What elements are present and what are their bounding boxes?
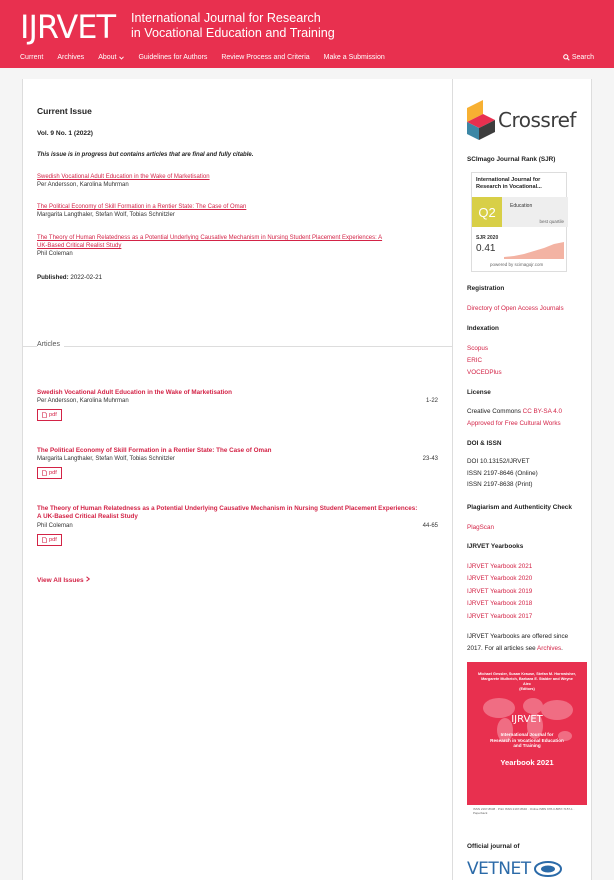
page-title: Current Issue <box>37 106 92 116</box>
yearbook-link-2019[interactable]: IJRVET Yearbook 2019 <box>467 588 533 595</box>
article-summary <box>37 389 438 421</box>
published-label: Published: <box>37 274 69 281</box>
article-title-link[interactable]: The Political Economy of Skill Formation in a Rentier State: The Case of Oman <box>37 447 272 454</box>
yearbook-authors <box>477 672 577 692</box>
sjr-heading: SCImago Journal Rank (SJR) <box>467 156 556 163</box>
vetnet-wordmark: VETNET <box>467 859 531 879</box>
toc-item <box>37 173 210 189</box>
nav-current[interactable]: Current <box>20 54 44 61</box>
issn-print-line: ISSN 2197-8638 (Print) <box>467 481 533 488</box>
sjr-title-line1: International Journal for <box>476 177 541 183</box>
yearbook-link-2021[interactable]: IJRVET Yearbook 2021 <box>467 563 533 570</box>
yearbook-link-2017[interactable]: IJRVET Yearbook 2017 <box>467 613 533 620</box>
yearbook-editors: (Editors) <box>519 687 535 691</box>
yearbooks-note-text: 2017. For all articles see <box>467 644 536 652</box>
indexation-heading: Indexation <box>467 325 499 332</box>
nav-make-submission[interactable]: Make a Submission <box>323 54 385 61</box>
articles-heading: Articles <box>37 341 64 348</box>
eric-link[interactable]: ERIC <box>467 357 483 364</box>
nav-review-process[interactable]: Review Process and Criteria <box>221 54 310 61</box>
license-label: Creative Commons <box>467 408 521 415</box>
yearbooks-note <box>467 631 568 654</box>
article-title-link[interactable]: Swedish Vocational Adult Education in the Wake of Marketisation <box>37 389 232 396</box>
pdf-label: pdf <box>49 470 57 477</box>
article-authors: Per Andersson, Karolina Muhrman <box>37 398 129 405</box>
yearbook-link-2020[interactable]: IJRVET Yearbook 2020 <box>467 575 533 582</box>
registration-heading: Registration <box>467 285 505 292</box>
doaj-link[interactable]: Directory of Open Access Journals <box>467 305 564 312</box>
chevron-down-icon <box>119 56 124 60</box>
sjr-value: 0.41 <box>476 243 496 254</box>
file-pdf-icon <box>42 412 47 418</box>
file-pdf-icon <box>42 470 47 476</box>
yearbook-cover[interactable] <box>467 662 587 822</box>
article-title-line1: The Theory of Human Relatedness as a Potential Underlying Causative Mechanism in Nursing Student Placement Experiences: <box>37 505 418 512</box>
article-pages: 44-65 <box>422 522 438 529</box>
toc-authors: Phil Coleman <box>37 251 73 257</box>
yearbook-isbn: ISSN 2197-8638 · Print ISSN 2197-8646 · Online ISBN 978-3-8657-7157-1 · Paperback <box>473 807 575 815</box>
pdf-button[interactable] <box>37 467 62 479</box>
article-meta <box>37 522 438 531</box>
yearbooks-note-line2: 2017. For all articles see Archives. <box>467 644 563 652</box>
toc-authors: Per Andersson, Karolina Muhrman <box>37 182 129 188</box>
site-logo[interactable]: IJRVET <box>20 8 116 46</box>
toc-title-line1: The Theory of Human Relatedness as a Potential Underlying Causative Mechanism in Nursing Student Placement Experiences: A <box>37 235 383 241</box>
doi-issn-heading: DOI & ISSN <box>467 440 502 447</box>
nav-archives[interactable]: Archives <box>57 54 85 61</box>
official-journal-heading: Official journal of <box>467 843 520 850</box>
plagscan-link[interactable]: PlagScan <box>467 524 494 531</box>
toc-item <box>37 234 382 258</box>
crossref-mark-icon <box>467 100 495 140</box>
archives-link[interactable]: Archives <box>537 644 562 652</box>
yearbook-year: Yearbook 2021 <box>500 758 554 767</box>
vocedplus-link[interactable]: VOCEDPlus <box>467 369 502 376</box>
article-authors: Phil Coleman <box>37 522 73 529</box>
published-value: 2022-02-21 <box>70 274 103 281</box>
search-label: Search <box>571 54 594 61</box>
published-date <box>37 274 102 281</box>
sjr-category: Education <box>510 203 533 209</box>
toc-item <box>37 203 246 219</box>
sjr-quartile: Q2 <box>472 197 502 227</box>
pdf-label: pdf <box>49 412 57 419</box>
issue-volume: Vol. 9 No. 1 (2022) <box>37 130 93 137</box>
toc-title-link[interactable]: The Political Economy of Skill Formation in a Rentier State: The Case of Oman <box>37 204 247 210</box>
sjr-best-quartile: best quartile <box>539 219 564 224</box>
content-panel <box>22 79 592 880</box>
view-all-label: View All Issues <box>37 577 84 584</box>
yearbook-subtitle-line1: International Journal for <box>500 732 554 737</box>
sjr-year-label: SJR 2020 <box>476 235 499 241</box>
toc-authors: Margarita Langthaler, Stefan Wolf, Tobias Schnitzler <box>37 212 175 218</box>
nav-about[interactable] <box>98 54 124 61</box>
search-link[interactable] <box>563 54 594 61</box>
chevron-right-icon <box>85 576 91 582</box>
issue-notice: This issue is in progress but contains articles that are final and fully citable. <box>37 152 254 158</box>
article-meta <box>37 397 438 406</box>
sjr-journal-title <box>476 177 542 191</box>
yearbooks-note-line1: IJRVET Yearbooks are offered since <box>467 633 569 640</box>
doi-line: DOI 10.13152/IJRVET <box>467 458 530 465</box>
license-text <box>467 406 562 429</box>
sjr-title-line2: Research in Vocational... <box>476 184 542 190</box>
section-divider <box>23 346 453 347</box>
article-title-line2: A UK-Based Critical Realist Study <box>37 513 138 521</box>
toc-title-line2: UK-Based Critical Realist Study <box>37 243 122 249</box>
doi-issn-text <box>467 456 538 491</box>
yearbook-footer <box>467 805 587 822</box>
issn-online-line: ISSN 2197-8646 (Online) <box>467 469 538 477</box>
article-authors: Margarita Langthaler, Stefan Wolf, Tobias Schnitzler <box>37 456 175 463</box>
article-meta <box>37 455 438 464</box>
site-header <box>0 0 614 68</box>
cc-license-link[interactable]: CC BY-SA 4.0 <box>522 408 562 415</box>
search-icon <box>563 54 570 61</box>
sjr-category-box <box>502 197 568 227</box>
plagiarism-heading: Plagiarism and Authenticity Check <box>467 504 572 511</box>
nav-about-label: About <box>98 54 117 61</box>
yearbook-subtitle <box>467 732 587 749</box>
article-pages: 23-43 <box>422 456 438 463</box>
yearbook-authors-text: Michael Gessler, Susan Krause, Stefan M. Hornwisher, Margarete Mulheich, Barbara E. Stalder and Weyne Aiec <box>478 672 576 686</box>
view-all-issues-link[interactable] <box>37 576 91 584</box>
toc-title-link[interactable] <box>37 234 382 250</box>
article-title-link[interactable] <box>37 505 438 522</box>
column-divider <box>452 79 453 880</box>
site-title-line2: in Vocational Education and Training <box>131 25 335 40</box>
yearbook-subtitle-line2: Research in Vocational Education <box>490 737 564 743</box>
article-pages: 1-22 <box>425 398 438 405</box>
file-pdf-icon <box>42 537 47 543</box>
article-summary <box>37 505 438 546</box>
pdf-label: pdf <box>49 536 57 543</box>
yearbooks-heading: IJRVET Yearbooks <box>467 543 524 550</box>
site-title-line1: International Journal for Research <box>131 11 321 25</box>
crossref-logo[interactable] <box>467 100 576 140</box>
nav-guidelines[interactable]: Guidelines for Authors <box>138 54 208 61</box>
crossref-wordmark: Crossref <box>498 108 576 132</box>
vetnet-logo[interactable] <box>467 859 563 879</box>
free-cultural-works-link[interactable]: Approved for Free Cultural Works <box>467 419 561 427</box>
yearbook-subtitle-line3: and Training <box>513 743 541 749</box>
toc-title-link[interactable]: Swedish Vocational Adult Education in the Wake of Marketisation <box>37 174 210 180</box>
pdf-button[interactable] <box>37 409 62 421</box>
scopus-link[interactable]: Scopus <box>467 345 489 352</box>
site-title[interactable] <box>131 11 335 40</box>
pdf-button[interactable] <box>37 534 62 546</box>
sjr-trend-chart <box>504 239 564 259</box>
yearbook-journal-name: IJRVET <box>511 714 543 725</box>
article-summary <box>37 447 438 479</box>
license-heading: License <box>467 389 491 396</box>
sjr-powered-by: powered by scimagojr.com <box>490 262 544 267</box>
sjr-widget[interactable] <box>471 172 567 272</box>
globe-icon <box>533 860 563 878</box>
main-nav <box>20 54 399 61</box>
yearbook-link-2018[interactable]: IJRVET Yearbook 2018 <box>467 600 533 607</box>
